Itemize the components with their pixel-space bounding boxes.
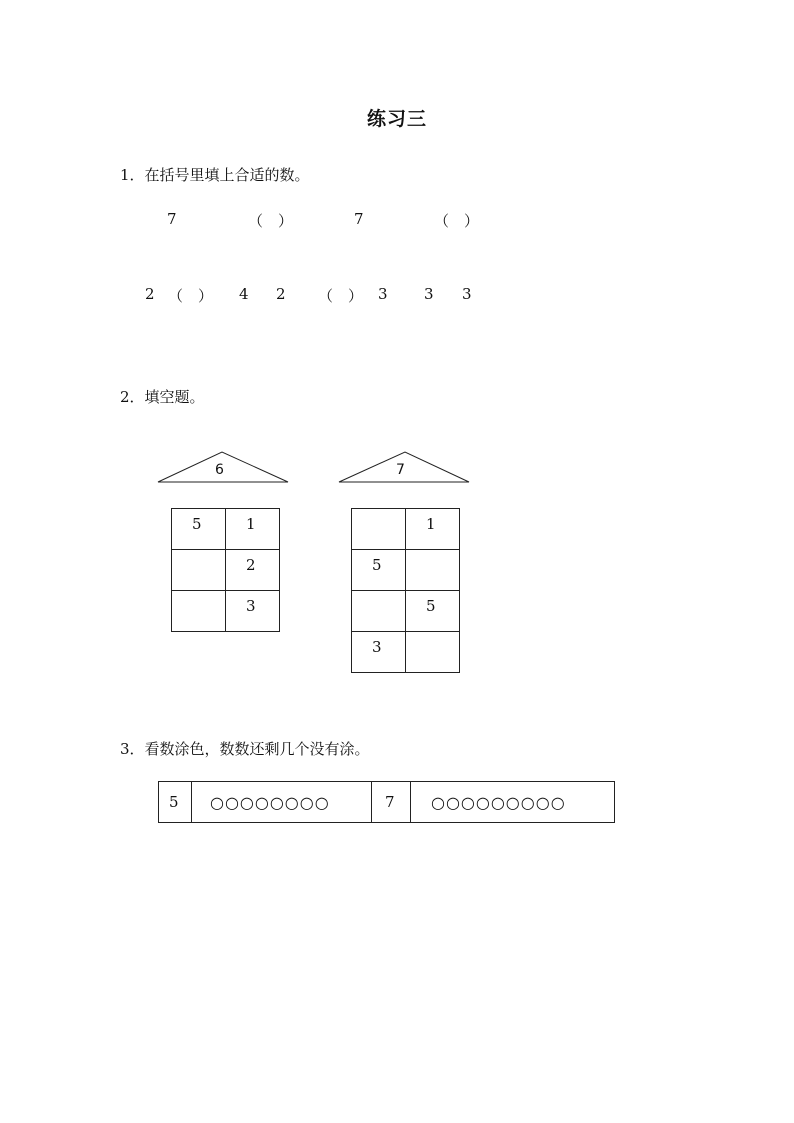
left-cell-r3c2: 3 <box>226 591 280 632</box>
q1-row2-item-6: 3 <box>462 285 472 303</box>
q1-row2-blank-1[interactable]: （ ） <box>168 287 214 305</box>
right-cell-r1c2: 1 <box>406 509 460 550</box>
strip-number-2: 7 <box>372 782 411 822</box>
right-cell-r3c1[interactable] <box>352 591 406 632</box>
right-cell-r4c1: 3 <box>352 632 406 673</box>
q1-row2-item-2: 4 <box>239 285 249 303</box>
right-total-number: 7 <box>396 462 405 478</box>
left-cell-r1c1: 5 <box>172 509 226 550</box>
q1-row2-item-4: 3 <box>378 285 388 303</box>
right-cell-r3c2: 5 <box>406 591 460 632</box>
q1-row1-blank-2[interactable]: （ ） <box>434 212 480 230</box>
strip-circles-2[interactable]: ○○○○○○○○○ <box>431 792 566 812</box>
page-title: 练习三 <box>366 108 427 130</box>
left-total-number: 6 <box>215 462 224 478</box>
q1-row1-blank-1[interactable]: （ ） <box>248 212 294 230</box>
q1-row1-item-2: 7 <box>354 210 364 228</box>
left-cell-r2c1[interactable] <box>172 550 226 591</box>
strip-circles-1[interactable]: ○○○○○○○○ <box>192 782 372 822</box>
q1-row2-blank-2[interactable]: （ ） <box>318 287 364 305</box>
q1-row2-item-5: 3 <box>424 285 434 303</box>
left-cell-r2c2: 2 <box>226 550 280 591</box>
right-cell-r2c1: 5 <box>352 550 406 591</box>
right-cell-r1c1[interactable] <box>352 509 406 550</box>
q1-row2-item-3: 2 <box>276 285 286 303</box>
q1-row2-item-1: 2 <box>145 285 155 303</box>
left-cell-r1c2: 1 <box>226 509 280 550</box>
question-3-label: 3．看数涂色，数数还剩几个没有涂。 <box>120 740 370 758</box>
left-cell-r3c1[interactable] <box>172 591 226 632</box>
question-1-label: 1．在括号里填上合适的数。 <box>120 166 310 184</box>
question-2-label: 2．填空题。 <box>120 388 205 406</box>
right-cell-r4c2[interactable] <box>406 632 460 673</box>
right-cell-r2c2[interactable] <box>406 550 460 591</box>
left-number-house-grid <box>171 508 280 632</box>
color-count-strip <box>158 781 615 823</box>
right-number-house-grid <box>351 508 460 673</box>
strip-number-1: 5 <box>159 782 192 822</box>
q1-row1-item-1: 7 <box>167 210 177 228</box>
